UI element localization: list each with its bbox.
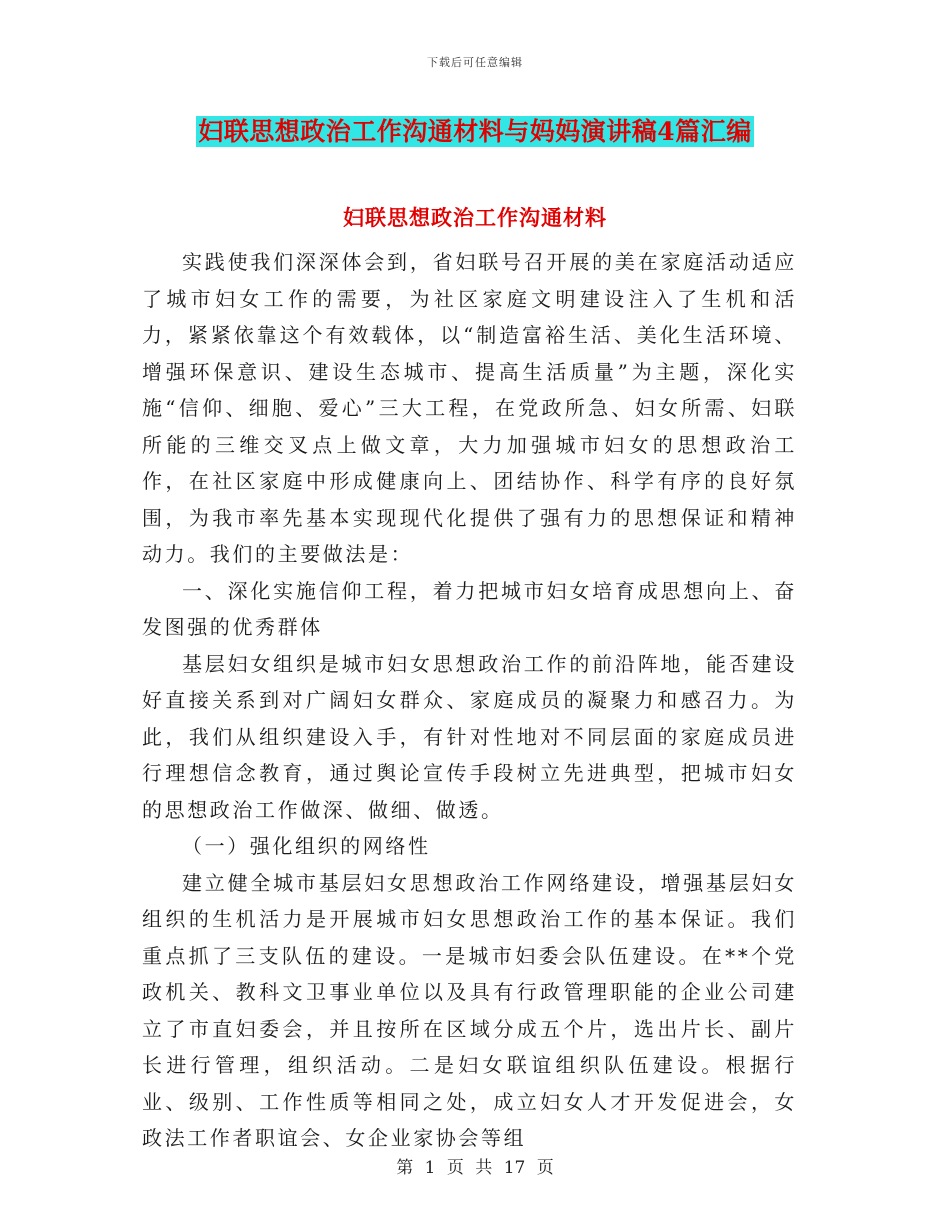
document-title-text: 妇联思想政治工作沟通材料与妈妈演讲稿4篇汇编 [198, 117, 752, 146]
paragraph: 建立健全城市基层妇女思想政治工作网络建设，增强基层妇女组织的生机活力是开展城市妇女思想政治工作的基本保证。我们重点抓了三支队伍的建设。一是城市妇委会队伍建设。在**个党政机关、教科文卫事业单位以及具有行政管理职能的企业公司建立了市直妇委会，并且按所在区域分成五个片，选出片长、副片长进行管理，组织活动。二是妇女联谊组织队伍建设。根据行业、级别、工作性质等相同之处，成立妇女人才开发促进会，女政法工作者职谊会、女企业家协会等组 [142, 870, 797, 1150]
section-title: 妇联思想政治工作沟通材料 [343, 205, 607, 230]
paragraph: 基层妇女组织是城市妇女思想政治工作的前沿阵地，能否建设好直接关系到对广阔妇女群众、家庭成员的凝聚力和感召力。为此，我们从组织建设入手，有针对性地对不同层面的家庭成员进行理想信念教育，通过舆论宣传手段树立先进典型，把城市妇女的思想政治工作做深、做细、做透。 [142, 651, 797, 822]
paragraph: （一）强化组织的网络性 [182, 834, 431, 858]
header-note: 下载后可任意编辑 [427, 56, 523, 69]
document-title [0, 112, 950, 148]
paragraph: 实践使我们深深体会到，省妇联号召开展的美在家庭活动适应了城市妇女工作的需要，为社区家庭文明建设注入了生机和活力，紧紧依靠这个有效载体，以“制造富裕生活、美化生活环境、增强环保意识、建设生态城市、提高生活质量”为主题，深化实施“信仰、细胞、爱心”三大工程，在党政所急、妇女所需、妇联所能的三维交叉点上做文章，大力加强城市妇女的思想政治工作，在社区家庭中形成健康向上、团结协作、科学有序的良好氛围，为我市率先基本实现现代化提供了强有力的思想保证和精神动力。我们的主要做法是： [142, 250, 797, 566]
paragraph: 一、深化实施信仰工程，着力把城市妇女培育成思想向上、奋发图强的优秀群体 [142, 578, 797, 639]
page-footer: 第 1 页 共 17 页 [396, 1158, 554, 1178]
body-text [142, 244, 797, 1157]
